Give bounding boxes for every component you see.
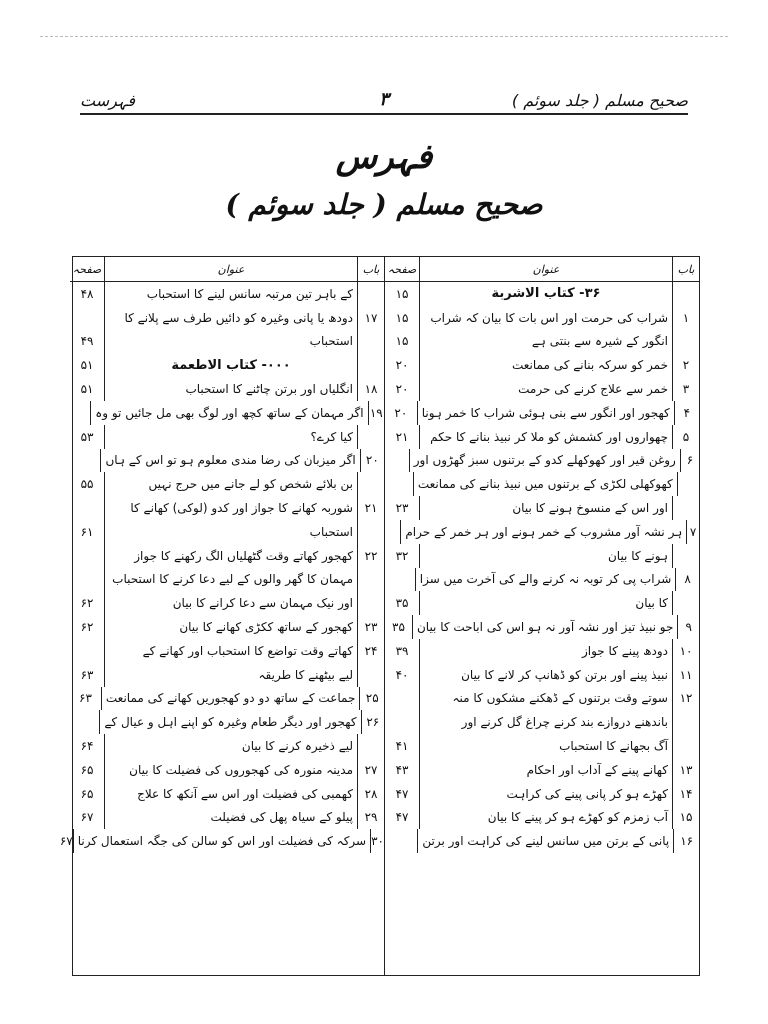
- chapter-number: [357, 734, 384, 758]
- table-row: [385, 782, 699, 806]
- chapter-title: کھڑے ہو کر پانی پینے کی کراہت: [419, 782, 672, 806]
- chapter-title: باندھنے دروازے بند کرنے چراغ گل کرنے اور: [419, 710, 672, 734]
- chapter-title: کھوکھلی لکڑی کے برتنوں میں نبیذ بنانے کی ممانعت: [413, 472, 677, 496]
- page-title: فہرس: [335, 137, 433, 177]
- page-ref: [70, 306, 104, 330]
- page-ref: ۵۱: [80, 358, 94, 373]
- chapter-number: ۲۲: [357, 544, 384, 568]
- chapter-number: ۱: [672, 306, 699, 330]
- chapter-number: ۱۶: [673, 829, 699, 853]
- page-ref: [385, 710, 419, 734]
- chapter-number: ۱۳: [672, 758, 699, 782]
- page-ref: ۱۵: [395, 286, 409, 301]
- running-head: [80, 84, 688, 110]
- chapter-number: ۲۰: [360, 449, 384, 473]
- page-ref: ۲۰: [394, 405, 408, 420]
- chapter-number: [357, 520, 384, 544]
- chapter-number: [677, 472, 699, 496]
- chapter-title: سوتے وقت برتنوں کے ڈھکنے مشکوں کا منہ: [419, 687, 672, 711]
- chapter-number: ۱۲: [672, 687, 699, 711]
- chapter-number: [672, 544, 699, 568]
- page-ref: [385, 829, 417, 853]
- table-row: [70, 591, 384, 615]
- table-row: [385, 591, 699, 615]
- chapter-title: لیے بیٹھنے کا طریقہ: [104, 663, 357, 687]
- table-row: [385, 496, 699, 520]
- contents-table: [59, 256, 700, 976]
- header-safha: صفحہ: [387, 262, 417, 276]
- chapter-number: [357, 568, 384, 592]
- page-ref: ۶۳: [79, 691, 92, 706]
- table-row: [59, 829, 384, 853]
- page-ref: ۳۵: [392, 620, 405, 635]
- page-ref: ۲۰: [395, 358, 409, 373]
- page-ref: [70, 449, 100, 473]
- chapter-title: اور نیک مہمان سے دعا کرانے کا بیان: [104, 591, 357, 615]
- page-ref: ۲۱: [395, 429, 409, 444]
- table-row: [385, 687, 699, 711]
- page-ref: [385, 520, 400, 544]
- chapter-number: ۲: [672, 353, 699, 377]
- page-ref: [70, 568, 104, 592]
- running-head-book: صحیح مسلم ( جلد سوئم ): [511, 91, 688, 110]
- chapter-title: ۳۶- کتاب الاشربة: [419, 282, 672, 306]
- chapter-number: [672, 734, 699, 758]
- table-row: [70, 401, 384, 425]
- chapter-title: دودھ پینے کا جواز: [419, 639, 672, 663]
- page-ref: ۱۵: [395, 334, 409, 349]
- chapter-number: ۱۴: [672, 782, 699, 806]
- chapter-title: آگ بجھانے کا استحباب: [419, 734, 672, 758]
- page-ref: ۶۳: [80, 667, 94, 682]
- table-row: [385, 710, 699, 734]
- page-ref: [70, 710, 99, 734]
- table-row: [385, 758, 699, 782]
- page-ref: [70, 544, 104, 568]
- chapter-number: ۲۶: [361, 710, 384, 734]
- page-ref: ۴۱: [395, 739, 409, 754]
- chapter-number: [672, 330, 699, 354]
- chapter-number: [357, 282, 384, 306]
- page-ref: ۴۹: [80, 334, 94, 349]
- page-ref: ۶۷: [59, 834, 73, 849]
- page-ref: ۴۸: [80, 286, 94, 301]
- chapter-title: پانی کے برتن میں سانس لینے کی کراہت اور برتن: [417, 829, 673, 853]
- page-number: ۳: [379, 89, 389, 110]
- chapter-number: ۴: [674, 401, 699, 425]
- chapter-title: روغن قیر اور کھوکھلے کدو کے برتنوں سبز گھڑوں اور: [409, 449, 680, 473]
- chapter-title: استحباب: [104, 520, 357, 544]
- chapter-number: ۷: [686, 520, 699, 544]
- chapter-number: [672, 591, 699, 615]
- page-ref: [385, 568, 415, 592]
- table-row: [385, 568, 699, 592]
- chapter-title: ہونے کا بیان: [419, 544, 672, 568]
- chapter-title: کیا کرے؟: [104, 425, 357, 449]
- header-bab: باب: [357, 257, 384, 281]
- table-row: [70, 663, 384, 687]
- chapter-title: کھمبی کی فضیلت اور اس سے آنکھ کا علاج: [104, 782, 357, 806]
- chapter-number: ۱۱: [672, 663, 699, 687]
- table-header: [70, 257, 384, 282]
- page-ref: ۶۲: [80, 620, 94, 635]
- table-row: [70, 806, 384, 830]
- chapter-title: پیلو کے سیاہ پھل کی فضیلت: [104, 806, 357, 830]
- table-row: [385, 829, 699, 853]
- chapter-number: ۱۰: [672, 639, 699, 663]
- chapter-title: مدینہ منورہ کی کھجوروں کی فضیلت کا بیان: [104, 758, 357, 782]
- chapter-title: خمر سے علاج کرنے کی حرمت: [419, 377, 672, 401]
- chapter-title: مہمان کا گھر والوں کے لیے دعا کرنے کا استحباب: [104, 568, 357, 592]
- page-ref: [70, 496, 104, 520]
- table-row: [70, 425, 384, 449]
- chapter-number: ۲۹: [357, 806, 384, 830]
- contents-column-right: [384, 257, 699, 975]
- table-row: [70, 687, 384, 711]
- chapter-number: [357, 353, 384, 377]
- table-row: [70, 520, 384, 544]
- header-safha: صفحہ: [72, 262, 102, 276]
- table-row: [70, 782, 384, 806]
- table-row: [385, 353, 699, 377]
- table-row: [70, 449, 384, 473]
- table-header: [385, 257, 699, 282]
- chapter-title: آب زمزم کو کھڑے ہو کر پینے کا بیان: [419, 806, 672, 830]
- table-row: [385, 425, 699, 449]
- chapter-title: چھواروں اور کشمش کو ملا کر نبیذ بنانے کا حکم: [419, 425, 672, 449]
- header-unwan: عنوان: [104, 257, 357, 281]
- chapter-number: ۹: [677, 615, 699, 639]
- page-ref: ۴۷: [395, 810, 409, 825]
- table-row: [385, 520, 699, 544]
- chapter-number: ۲۷: [357, 758, 384, 782]
- chapter-title: کھجور اور انگور سے بنی ہوئی شراب کا خمر ہونا: [417, 401, 674, 425]
- chapter-title: کھاتے وقت تواضع کا استحباب اور کھانے کے: [104, 639, 357, 663]
- table-row: [385, 615, 699, 639]
- chapter-title: شراب پی کر توبہ نہ کرنے والے کی آخرت میں سزا: [415, 568, 676, 592]
- table-row: [70, 377, 384, 401]
- page-ref: ۵۵: [80, 477, 94, 492]
- chapter-number: ۳۰: [370, 829, 384, 853]
- page-ref: ۶۲: [80, 596, 94, 611]
- chapter-title: کھجور اور دیگر طعام وغیرہ کو اپنے اہل و عیال کے: [99, 710, 360, 734]
- chapter-number: ۱۸: [357, 377, 384, 401]
- page-ref: ۶۴: [80, 739, 94, 754]
- chapter-title: کھجور کھاتے وقت گٹھلیاں الگ رکھنے کا جواز: [104, 544, 357, 568]
- section-heading-row: [70, 353, 384, 377]
- rows-right: [385, 282, 699, 853]
- page-ref: ۴۰: [395, 667, 409, 682]
- chapter-title: خمر کو سرکہ بنانے کی ممانعت: [419, 353, 672, 377]
- table-row: [70, 544, 384, 568]
- table-row: [385, 734, 699, 758]
- contents-column-left: [59, 257, 384, 975]
- chapter-title: اگر میزبان کی رضا مندی معلوم ہو تو اس کے ہاں: [100, 449, 359, 473]
- chapter-title: شراب کی حرمت اور اس بات کا بیان کہ شراب: [419, 306, 672, 330]
- chapter-title: نبیذ پینے اور برتن کو ڈھانپ کر لانے کا بیان: [419, 663, 672, 687]
- chapter-title: کے باہر تین مرتبہ سانس لینے کا استحباب: [104, 282, 357, 306]
- page-ref: ۴۳: [395, 762, 409, 777]
- table-row: [70, 472, 384, 496]
- table-row: [70, 306, 384, 330]
- chapter-number: ۵: [672, 425, 699, 449]
- table-row: [385, 330, 699, 354]
- chapter-title: جو نبیذ تیز اور نشہ آور نہ ہو اس کی اباحت کا بیان: [412, 615, 677, 639]
- chapter-number: [357, 425, 384, 449]
- table-row: [70, 568, 384, 592]
- table-row: [385, 806, 699, 830]
- page-ref: ۵۳: [80, 429, 94, 444]
- table-row: [385, 377, 699, 401]
- chapter-number: [357, 591, 384, 615]
- chapter-number: [357, 663, 384, 687]
- chapter-title: کا بیان: [419, 591, 672, 615]
- chapter-number: ۳: [672, 377, 699, 401]
- chapter-title: استحباب: [104, 330, 357, 354]
- table-row: [70, 615, 384, 639]
- chapter-number: ۲۱: [357, 496, 384, 520]
- chapter-title: ہر نشہ آور مشروب کے خمر ہونے اور ہر خمر کے حرام: [400, 520, 686, 544]
- page-ref: ۶۵: [80, 786, 94, 801]
- section-heading-row: [385, 282, 699, 306]
- page-ref: ۳۹: [395, 643, 409, 658]
- page-ref: ۴۷: [395, 786, 409, 801]
- header-rule: [80, 113, 688, 115]
- table-row: [385, 544, 699, 568]
- chapter-number: ۲۵: [359, 687, 384, 711]
- table-row: [385, 449, 699, 473]
- header-unwan: عنوان: [419, 257, 672, 281]
- table-row: [385, 306, 699, 330]
- table-row: [70, 496, 384, 520]
- chapter-number: ۸: [675, 568, 699, 592]
- table-row: [385, 401, 699, 425]
- page-ref: [70, 639, 104, 663]
- chapter-title: لیے ذخیرہ کرنے کا بیان: [104, 734, 357, 758]
- scan-artifact-line: [40, 36, 728, 37]
- chapter-title: جماعت کے ساتھ دو دو کھجوریں کھانے کی ممانعت: [101, 687, 360, 711]
- running-head-section: فہرست: [80, 91, 135, 110]
- chapter-title: سرکہ کی فضیلت اور اس کو سالن کی جگہ استعمال کرنا: [73, 829, 370, 853]
- chapter-title: اور اس کے منسوخ ہونے کا بیان: [419, 496, 672, 520]
- chapter-title: انگور کے شیرہ سے بنتی ہے: [419, 330, 672, 354]
- page-ref: [385, 472, 413, 496]
- chapter-title: کھجور کے ساتھ ککڑی کھانے کا بیان: [104, 615, 357, 639]
- rows-left: [59, 282, 384, 853]
- chapter-title: ۰۰۰- کتاب الاطعمة: [104, 353, 357, 377]
- table-row: [385, 639, 699, 663]
- chapter-title: شوربہ کھانے کا جواز اور کدو (لوکی) کھانے کا: [104, 496, 357, 520]
- page-ref: ۶۷: [80, 810, 94, 825]
- chapter-number: ۱۷: [357, 306, 384, 330]
- chapter-number: [672, 282, 699, 306]
- page-ref: ۲۳: [395, 501, 409, 516]
- table-row: [70, 330, 384, 354]
- chapter-number: [357, 330, 384, 354]
- page-ref: ۳۲: [395, 548, 409, 563]
- table-row: [385, 472, 699, 496]
- header-bab: باب: [672, 257, 699, 281]
- chapter-number: [357, 472, 384, 496]
- chapter-title: بن بلائے شخص کو لے جانے میں حرج نہیں: [104, 472, 357, 496]
- page-ref: ۳۵: [395, 596, 409, 611]
- chapter-number: ۶: [680, 449, 699, 473]
- chapter-number: ۲۸: [357, 782, 384, 806]
- chapter-number: ۱۹: [368, 401, 384, 425]
- page-ref: [385, 687, 419, 711]
- table-row: [70, 758, 384, 782]
- chapter-number: ۲۳: [357, 615, 384, 639]
- chapter-number: ۲۴: [357, 639, 384, 663]
- chapter-title: کھانے پینے کے آداب اور احکام: [419, 758, 672, 782]
- page-subtitle: صحیح مسلم ( جلد سوئم ): [225, 188, 543, 221]
- chapter-number: ۱۵: [672, 806, 699, 830]
- page-ref: [70, 401, 90, 425]
- page-ref: ۱۵: [395, 310, 409, 325]
- page-ref: [385, 449, 409, 473]
- table-row: [70, 734, 384, 758]
- page-ref: ۶۵: [80, 762, 94, 777]
- page-ref: ۵۱: [80, 382, 94, 397]
- page-ref: ۶۱: [80, 524, 94, 539]
- page-ref: ۲۰: [395, 382, 409, 397]
- chapter-title: اگر مہمان کے ساتھ کچھ اور لوگ بھی مل جائیں تو وہ: [90, 401, 367, 425]
- chapter-number: [672, 710, 699, 734]
- chapter-title: دودھ یا پانی وغیرہ کو دائیں طرف سے پلانے کا: [104, 306, 357, 330]
- table-row: [70, 639, 384, 663]
- table-row: [70, 710, 384, 734]
- chapter-title: انگلیاں اور برتن چاٹنے کا استحباب: [104, 377, 357, 401]
- chapter-number: [672, 496, 699, 520]
- table-row: [70, 282, 384, 306]
- table-row: [385, 663, 699, 687]
